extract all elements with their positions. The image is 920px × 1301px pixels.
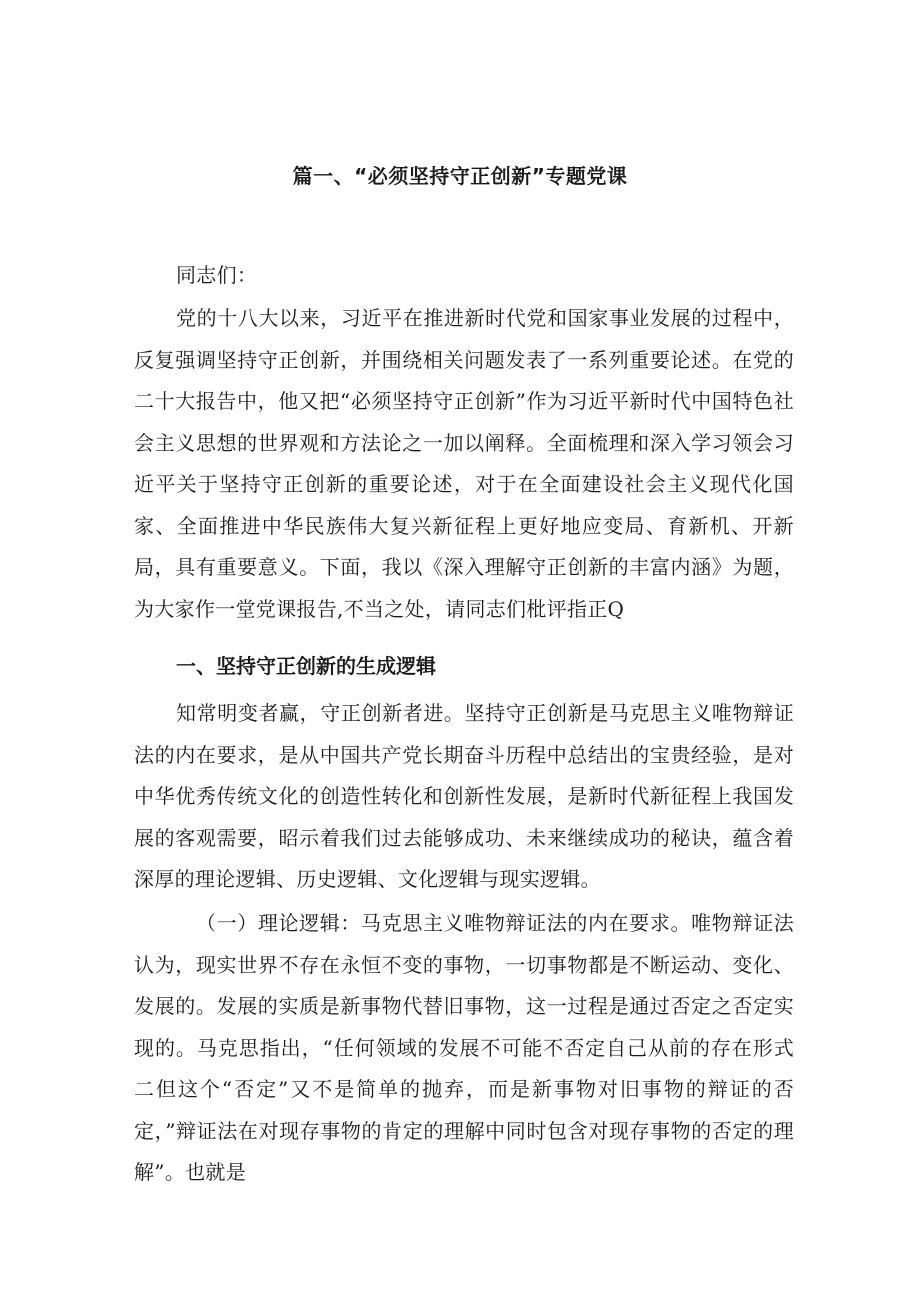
intro-paragraph: 党的十八大以来，习近平在推进新时代党和国家事业发展的过程中，反复强调坚持守正创新，并围绕相关问题发表了一系列重要论述。在党的二十大报告中，他又把“必须坚持守正创新”作为习近平新时代中国特色社会主义思想的世界观和方法论之一加以阐释。全面梳理和深入学习领会习近平关于坚持守正创新的重要论述，对于在全面建设社会主义现代化国家、全面推进中华民族伟大复兴新征程上更好地应变局、育新机、开新局，具有重要意义。下面，我以《深入理解守正创新的丰富内涵》为题，为大家作一堂党课报告,不当之处，请同志们枇评指正Q bbox=[134, 306, 794, 621]
subsection-paragraph: （一）理论逻辑：马克思主义唯物辩证法的内在要求。唯物辩证法认为，现实世界不存在永恒不变的事物，一切事物都是不断运动、变化、发展的。发展的实质是新事物代替旧事物，这一过程是通过否定之否定实现的。马克思指出，“任何领域的发展不可能不否定自己从前的存在形式二但这个“否定”又不是简单的抛弃，而是新事物对旧事物的辩证的否定，”辩证法在对现存事物的肯定的理解中同时包含对现存事物的否定的理解”。也就是 bbox=[134, 911, 794, 1184]
document-title: 篇一、“必须坚持守正创新”专题党课 bbox=[292, 164, 628, 188]
greeting: 同志们： bbox=[176, 263, 258, 287]
section-paragraph: 知常明变者赢，守正创新者进。坚持守正创新是马克思主义唯物辩证法的内在要求，是从中国共产党长期奋斗历程中总结出的宝贵经验，是对中华优秀传统文化的创造性转化和创新性发展，是新时代新征程上我国发展的客观需要，昭示着我们过去能够成功、未来继续成功的秘诀，蕴含着深厚的理论逻辑、历史逻辑、文化逻辑与现实逻辑。 bbox=[134, 701, 794, 891]
section-heading: 一、坚持守正创新的生成逻辑 bbox=[176, 654, 436, 678]
